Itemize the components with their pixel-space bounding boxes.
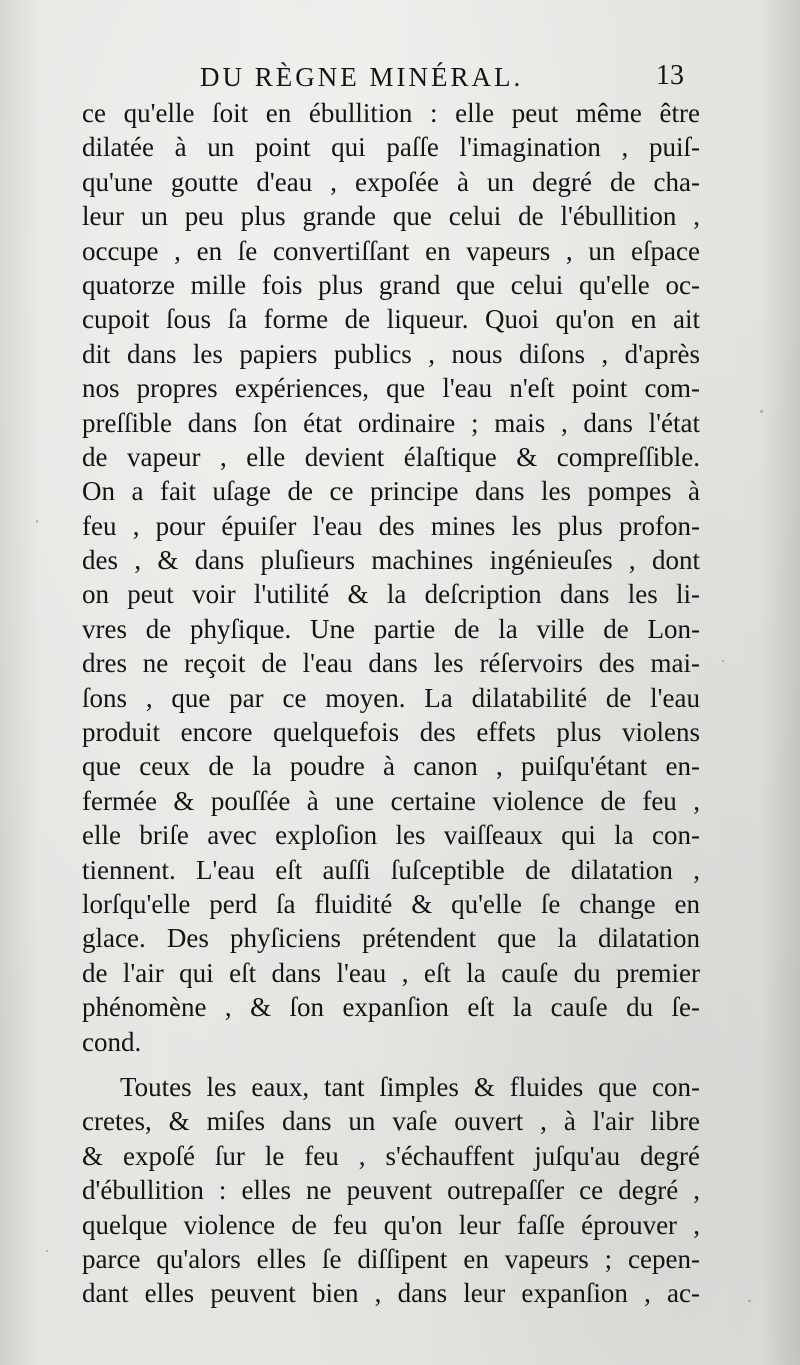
text-line: nos propres expériences, que l'eau n'eſt point com-	[82, 373, 700, 404]
paper-speck	[722, 660, 724, 662]
text-line: cond.	[82, 1026, 142, 1057]
page-number: 13	[656, 60, 684, 91]
text-line: Toutes les eaux, tant ſimples & fluides que con-	[120, 1071, 700, 1102]
text-line: occupe , en ſe convertiſſant en vapeurs , un eſpace	[82, 235, 700, 266]
text-line: des , & dans pluſieurs machines ingénieuſes , dont	[82, 545, 700, 576]
text-line: ce qu'elle ſoit en ébullition : elle peut même être	[82, 98, 700, 128]
text-line: dres ne reçoit de l'eau dans les réſervoirs des mai-	[82, 648, 700, 679]
paragraph-1	[82, 96, 700, 1059]
text-line: ſons , que par ce moyen. La dilatabilité de l'eau	[82, 682, 700, 713]
text-line: fermée & pouſſée à une certaine violence de feu ,	[82, 785, 700, 816]
text-line: produit encore quelquefois des effets plus violens	[82, 717, 700, 748]
paper-speck	[760, 410, 763, 413]
text-line: tiennent. L'eau eſt auſſi ſuſceptible de dilatation ,	[82, 854, 700, 885]
running-title: DU RÈGNE MINÉRAL.	[200, 62, 524, 92]
text-line: quelque violence de feu qu'on leur faſſe éprouver ,	[82, 1209, 700, 1240]
text-line: cupoit ſous ſa forme de liqueur. Quoi qu'on en ait	[82, 304, 700, 335]
text-line: phénomène , & ſon expanſion eſt la cauſe du ſe-	[82, 992, 700, 1023]
paper-speck	[748, 1300, 751, 1302]
text-line: cretes, & miſes dans un vaſe ouvert , à l'air libre	[82, 1106, 700, 1137]
text-line: feu , pour épuiſer l'eau des mines les plus profon-	[82, 510, 700, 541]
paragraph-gap	[82, 1059, 700, 1070]
text-line: elle briſe avec exploſion les vaiſſeaux qui la con-	[82, 820, 700, 851]
text-line: & expoſé ſur le feu , s'échauffent juſqu'au degré	[82, 1140, 700, 1171]
text-line: On a fait uſage de ce principe dans les pompes à	[82, 476, 700, 507]
text-line: de l'air qui eſt dans l'eau , eſt la cauſe du premier	[82, 957, 700, 988]
text-line: leur un peu plus grande que celui de l'ébullition ,	[82, 201, 700, 232]
text-line: dant elles peuvent bien , dans leur expanſion , ac-	[82, 1278, 700, 1309]
paper-speck	[36, 520, 38, 523]
text-line: vres de phyſique. Une partie de la ville de Lon-	[82, 613, 700, 644]
text-line: parce qu'alors elles ſe diſſipent en vapeurs ; cepen-	[82, 1243, 700, 1274]
text-line: lorſqu'elle perd ſa fluidité & qu'elle ſe change en	[82, 888, 700, 919]
text-line: qu'une goutte d'eau , expoſée à un degré de cha-	[82, 166, 700, 197]
text-line: d'ébullition : elles ne peuvent outrepaſſer ce degré ,	[82, 1175, 700, 1206]
page-header	[200, 54, 690, 94]
text-line: quatorze mille fois plus grand que celui qu'elle oc-	[82, 269, 700, 300]
paper-speck	[46, 1250, 48, 1252]
text-line: dilatée à un point qui paſſe l'imagination , puiſ-	[82, 132, 700, 163]
paragraph-2	[82, 1070, 700, 1311]
text-line: de vapeur , elle devient élaſtique & compreſſible.	[82, 441, 700, 472]
text-line: preſſible dans ſon état ordinaire ; mais , dans l'état	[82, 407, 700, 438]
text-line: on peut voir l'utilité & la deſcription dans les li-	[82, 579, 700, 610]
text-line: glace. Des phyſiciens prétendent que la dilatation	[82, 923, 700, 954]
text-line: dit dans les papiers publics , nous diſons , d'après	[82, 338, 700, 369]
text-line: que ceux de la poudre à canon , puiſqu'étant en-	[82, 751, 700, 782]
body-text	[82, 96, 700, 1311]
